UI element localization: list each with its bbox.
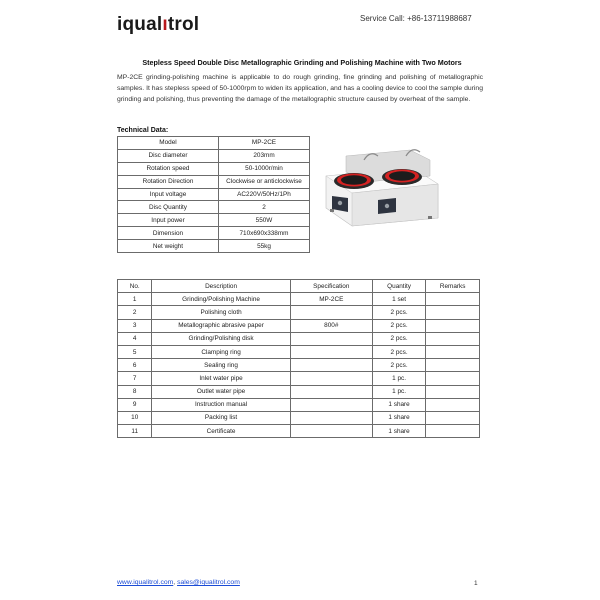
description-cell: Grinding/Polishing disk (152, 332, 290, 345)
spec-value-cell: 710x690x338mm (219, 227, 310, 240)
specification-cell (290, 359, 372, 372)
spec-row (118, 137, 310, 150)
table-row (118, 425, 480, 438)
remarks-cell (426, 306, 480, 319)
document-title: Stepless Speed Double Disc Metallographic Grinding and Polishing Machine with Two Motors (142, 58, 462, 67)
remarks-cell (426, 332, 480, 345)
description-cell: Inlet water pipe (152, 372, 290, 385)
header-specification: Specification (290, 280, 372, 293)
parts-list-table (117, 279, 480, 438)
spec-value-cell: AC220V/50Hz/1Ph (219, 188, 310, 201)
no-cell: 7 (118, 372, 152, 385)
spec-row (118, 214, 310, 227)
technical-data-heading: Technical Data: (117, 127, 169, 134)
remarks-cell (426, 359, 480, 372)
technical-data-table (117, 136, 310, 253)
remarks-cell (426, 293, 480, 306)
footer-contacts (117, 579, 240, 586)
header-remarks: Remarks (426, 280, 480, 293)
description-cell: Instruction manual (152, 398, 290, 411)
specification-cell (290, 425, 372, 438)
no-cell: 10 (118, 411, 152, 424)
parts-list-header-row (118, 280, 480, 293)
description-cell: Polishing cloth (152, 306, 290, 319)
spec-label-cell: Input voltage (118, 188, 219, 201)
quantity-cell: 1 share (372, 398, 425, 411)
spec-value-cell: 2 (219, 201, 310, 214)
table-row (118, 411, 480, 424)
header-quantity: Quantity (372, 280, 425, 293)
no-cell: 6 (118, 359, 152, 372)
spec-row (118, 227, 310, 240)
company-logo (117, 14, 199, 36)
table-row (118, 319, 480, 332)
quantity-cell: 2 pcs. (372, 319, 425, 332)
no-cell: 8 (118, 385, 152, 398)
description-cell: Packing list (152, 411, 290, 424)
description-cell: Grinding/Polishing Machine (152, 293, 290, 306)
service-call: Service Call: +86-13711988687 (360, 14, 472, 23)
table-row (118, 332, 480, 345)
spec-row (118, 149, 310, 162)
no-cell: 2 (118, 306, 152, 319)
table-row (118, 398, 480, 411)
email-link[interactable]: sales@iqualitrol.com (177, 579, 240, 586)
spec-label-cell: Rotation speed (118, 162, 219, 175)
logo-text-start: iqual (117, 14, 163, 35)
spec-label-cell: Dimension (118, 227, 219, 240)
spec-value-cell: 50-1000r/min (219, 162, 310, 175)
table-row (118, 385, 480, 398)
table-row (118, 306, 480, 319)
description-cell: Certificate (152, 425, 290, 438)
spec-label-cell: Input power (118, 214, 219, 227)
quantity-cell: 2 pcs. (372, 359, 425, 372)
spec-row (118, 162, 310, 175)
remarks-cell (426, 425, 480, 438)
table-row (118, 345, 480, 358)
footer-separator: , (173, 579, 176, 586)
specification-cell (290, 332, 372, 345)
intro-paragraph: MP-2CE grinding-polishing machine is applicable to do rough grinding, fine grinding and polishing of metallographic samples. It has stepless speed of 50-1000rpm to widen its application, and has a cooling device to cool the sample during grinding and polishing, thus preventing the damage of the metallographic structure caused by overheat of the sample. (117, 74, 483, 103)
description-cell: Metallographic abrasive paper (152, 319, 290, 332)
quantity-cell: 1 pc. (372, 385, 425, 398)
no-cell: 4 (118, 332, 152, 345)
no-cell: 3 (118, 319, 152, 332)
quantity-cell: 2 pcs. (372, 332, 425, 345)
spec-label-cell: Model (118, 137, 219, 150)
remarks-cell (426, 385, 480, 398)
specification-cell (290, 398, 372, 411)
quantity-cell: 2 pcs. (372, 345, 425, 358)
logo-accent-mark: ı (162, 14, 168, 35)
no-cell: 5 (118, 345, 152, 358)
no-cell: 1 (118, 293, 152, 306)
website-link[interactable]: www.iqualitrol.com (117, 579, 174, 586)
technical-data-body (118, 137, 310, 253)
table-row (118, 359, 480, 372)
quantity-cell: 2 pcs. (372, 306, 425, 319)
remarks-cell (426, 372, 480, 385)
spec-row (118, 240, 310, 253)
specification-cell (290, 372, 372, 385)
remarks-cell (426, 319, 480, 332)
specification-cell (290, 385, 372, 398)
remarks-cell (426, 411, 480, 424)
specification-cell (290, 306, 372, 319)
description-cell: Clamping ring (152, 345, 290, 358)
specification-cell: 800# (290, 319, 372, 332)
spec-label-cell: Net weight (118, 240, 219, 253)
header-no: No. (118, 280, 152, 293)
no-cell: 11 (118, 425, 152, 438)
spec-value-cell: 550W (219, 214, 310, 227)
quantity-cell: 1 share (372, 425, 425, 438)
parts-list-body (118, 293, 480, 438)
remarks-cell (426, 345, 480, 358)
header-description: Description (152, 280, 290, 293)
spec-value-cell: MP-2CE (219, 137, 310, 150)
quantity-cell: 1 set (372, 293, 425, 306)
specification-cell (290, 345, 372, 358)
spec-row (118, 175, 310, 188)
table-row (118, 293, 480, 306)
no-cell: 9 (118, 398, 152, 411)
spec-label-cell: Disc diameter (118, 149, 219, 162)
table-row (118, 372, 480, 385)
spec-row (118, 201, 310, 214)
specification-cell (290, 411, 372, 424)
description-cell: Outlet water pipe (152, 385, 290, 398)
quantity-cell: 1 pc. (372, 372, 425, 385)
logo-text-end: trol (167, 14, 200, 35)
spec-label-cell: Disc Quantity (118, 201, 219, 214)
spec-row (118, 188, 310, 201)
spec-value-cell: 203mm (219, 149, 310, 162)
description-cell: Sealing ring (152, 359, 290, 372)
specification-cell: MP-2CE (290, 293, 372, 306)
remarks-cell (426, 398, 480, 411)
machine-photo (318, 138, 443, 230)
page-number: 1 (474, 580, 478, 587)
quantity-cell: 1 share (372, 411, 425, 424)
spec-value-cell: 55kg (219, 240, 310, 253)
spec-value-cell: Clockwise or anticlockwise (219, 175, 310, 188)
spec-label-cell: Rotation Direction (118, 175, 219, 188)
